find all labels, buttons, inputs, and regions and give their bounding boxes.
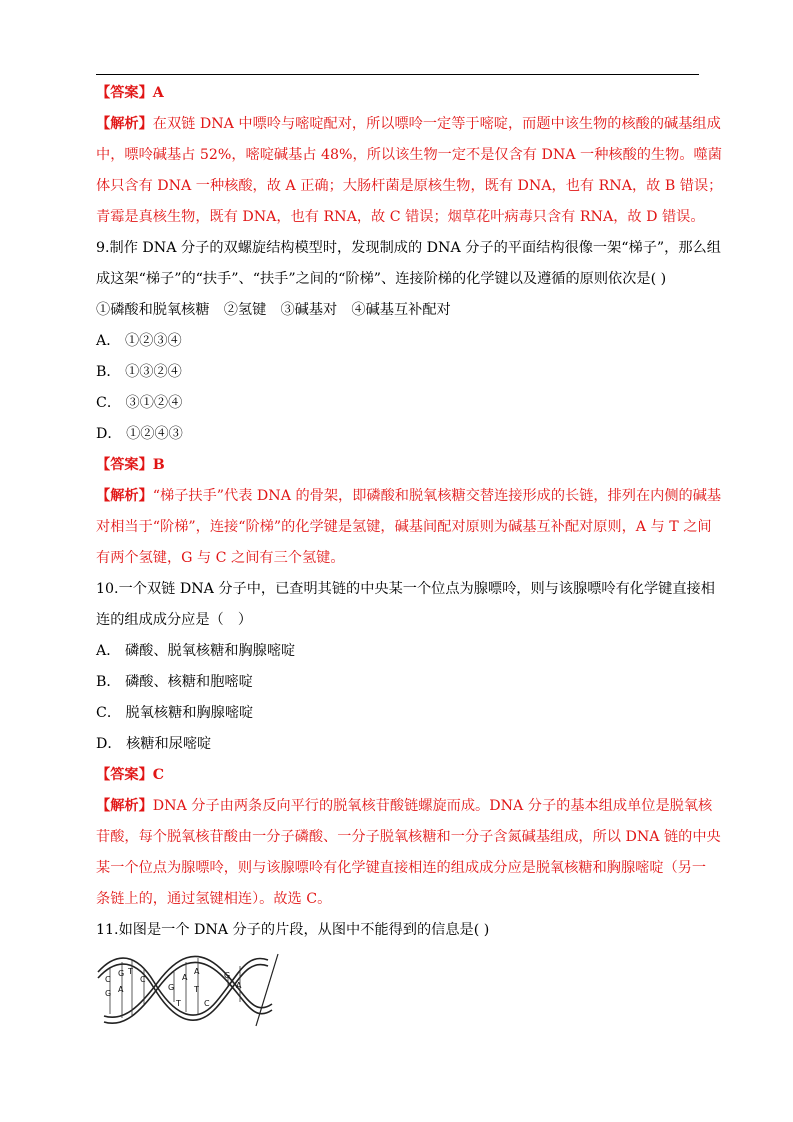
base-label: T xyxy=(128,967,133,976)
q8-analysis-line-4: 青霉是真核生物，既有 DNA，也有 RNA，故 C 错误；烟草花叶病毒只含有 RNA，故 D 错误。 xyxy=(96,209,705,225)
q9-analysis-line-3: 有两个氢键，G 与 C 之间有三个氢键。 xyxy=(96,550,345,566)
base-label: A xyxy=(118,985,124,994)
q8-answer-line: 【答案】A xyxy=(96,85,164,101)
base-label: G xyxy=(224,971,231,980)
q9-option-a: A． ①②③④ xyxy=(96,333,182,349)
base-label: T xyxy=(176,999,181,1008)
base-label: G xyxy=(168,983,175,992)
base-label: T xyxy=(194,985,199,994)
base-label: G xyxy=(105,989,112,998)
base-label: G xyxy=(118,969,125,978)
q9-items: ①磷酸和脱氧核糖 ②氢键 ③碱基对 ④碱基互补配对 xyxy=(96,302,451,318)
q10-answer-line: 【答案】C xyxy=(96,767,165,783)
base-label: A xyxy=(236,981,242,990)
dna-helix-figure xyxy=(96,952,280,1028)
q9-stem-line-2: 成这架“梯子”的“扶手”、“扶手”之间的“阶梯”、连接阶梯的化学键以及遵循的原则依次是( ) xyxy=(96,271,667,287)
document-body xyxy=(96,78,723,946)
q10-option-b: B． 磷酸、核糖和胞嘧啶 xyxy=(96,674,253,690)
q10-stem-line-1: 10.一个双链 DNA 分子中，已查明其链的中央某一个位点为腺嘌呤，则与该腺嘌呤有化学键直接相 xyxy=(96,581,715,597)
q10-analysis-line-3: 某一个位点为腺嘌呤，则与该腺嘌呤有化学键直接相连的组成成分应是脱氧核糖和胸腺嘧啶（另一 xyxy=(96,860,707,876)
q9-analysis-line-1: 【解析】“梯子扶手”代表 DNA 的骨架，即磷酸和脱氧核糖交替连接形成的长链，排列在内侧的碱基 xyxy=(96,488,722,504)
q10-analysis-line-2: 苷酸，每个脱氧核苷酸由一分子磷酸、一分子脱氧核糖和一分子含氮碱基组成，所以 DNA 链的中央 xyxy=(96,829,721,845)
q8-analysis-line-1: 【解析】在双链 DNA 中嘌呤与嘧啶配对，所以嘌呤一定等于嘧啶，而题中该生物的核酸的碱基组成 xyxy=(96,116,721,132)
base-label: C xyxy=(204,999,210,1008)
q10-option-a: A． 磷酸、脱氧核糖和胸腺嘧啶 xyxy=(96,643,296,659)
q10-option-c: C． 脱氧核糖和胸腺嘧啶 xyxy=(96,705,254,721)
q8-analysis-line-2: 中，嘌呤碱基占 52%，嘧啶碱基占 48%，所以该生物一定不是仅含有 DNA 一种核酸的生物。噬菌 xyxy=(96,147,722,163)
dna-strand-1 xyxy=(98,958,268,1015)
q10-stem-line-2: 连的组成成分应是（ ） xyxy=(96,612,253,628)
q10-analysis-line-1: 【解析】DNA 分子由两条反向平行的脱氧核苷酸链螺旋而成。DNA 分子的基本组成单位是脱氧核 xyxy=(96,798,713,814)
q8-analysis-line-3: 体只含有 DNA 一种核酸，故 A 正确；大肠杆菌是原核生物，既有 DNA，也有 RNA，故 B 错误； xyxy=(96,178,723,194)
base-label: C xyxy=(105,975,111,984)
q9-analysis-line-2: 对相当于“阶梯”，连接“阶梯”的化学键是氢键，碱基间配对原则为碱基互补配对原则，A 与 T 之间 xyxy=(96,519,712,535)
q9-option-d: D． ①②④③ xyxy=(96,426,183,442)
base-label: A xyxy=(182,973,188,982)
header-rule xyxy=(96,74,699,75)
base-label: A xyxy=(194,967,200,976)
q9-option-b: B． ①③②④ xyxy=(96,364,182,380)
q10-analysis-line-4: 条链上的，通过氢键相连）。故选 C。 xyxy=(96,891,332,907)
base-label: C xyxy=(140,975,146,984)
q9-stem-line-1: 9.制作 DNA 分子的双螺旋结构模型时，发现制成的 DNA 分子的平面结构很像一架“梯子”，那么组 xyxy=(96,240,721,256)
q9-answer-line: 【答案】B xyxy=(96,457,165,473)
q9-option-c: C． ③①②④ xyxy=(96,395,183,411)
q10-option-d: D． 核糖和尿嘧啶 xyxy=(96,736,212,752)
q11-stem: 11.如图是一个 DNA 分子的片段，从图中不能得到的信息是( ) xyxy=(96,922,490,938)
